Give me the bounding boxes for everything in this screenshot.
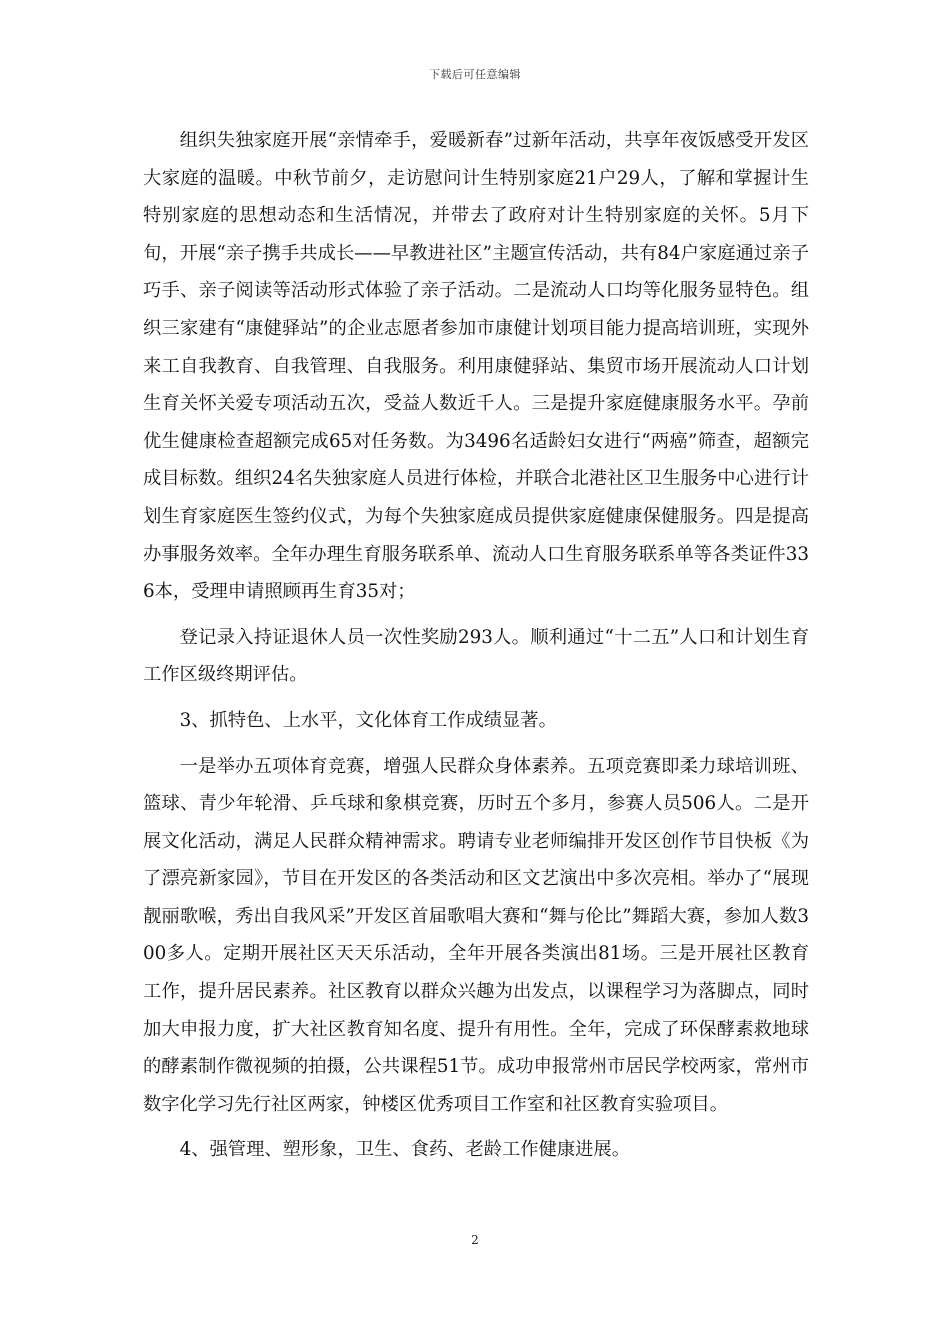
- section-heading-culture-sports: 3、抓特色、上水平，文化体育工作成绩显著。: [179, 709, 557, 731]
- paragraph-retirement-rewards: 登记录入持证退休人员一次性奖励293人。顺利通过“十二五”人口和计划生育工作区级终期评估。: [143, 626, 809, 686]
- paragraph-culture-sports: 一是举办五项体育竞赛，增强人民群众身体素养。五项竞赛即柔力球培训班、篮球、青少年轮滑、乒乓球和象棋竞赛，历时五个多月，参赛人员506人。二是开展文化活动，满足人民群众精神需求。聘请专业老师编排开发区创作节目快板《为了漂亮新家园》，节目在开发区的各类活动和区文艺演出中多次亮相。举办了“展现靓丽歌喉，秀出自我风采”开发区首届歌唱大赛和“舞与伦比”舞蹈大赛，参加人数300多人。定期开展社区天天乐活动，全年开展各类演出81场。三是开展社区教育工作，提升居民素养。社区教育以群众兴趣为出发点，以课程学习为落脚点，同时加大申报力度，扩大社区教育知名度、提升有用性。全年，完成了环保酵素救地球的酵素制作微视频的拍摄，公共课程51节。成功申报常州市居民学校两家，常州市数字化学习先行社区两家，钟楼区优秀项目工作室和社区教育实验项目。: [143, 755, 809, 1115]
- page-number: 2: [471, 1233, 479, 1247]
- paragraph-family-services: 组织失独家庭开展“亲情牵手，爱暖新春”过新年活动，共享年夜饭感受开发区大家庭的温暖。中秋节前夕，走访慰问计生特别家庭21户29人，了解和掌握计生特别家庭的思想动态和生活情况，并带去了政府对计生特别家庭的关怀。5月下旬，开展“亲子携手共成长——早教进社区”主题宣传活动，共有84户家庭通过亲子巧手、亲子阅读等活动形式体验了亲子活动。二是流动人口均等化服务显特色。组织三家建有“康健驿站”的企业志愿者参加市康健计划项目能力提高培训班，实现外来工自我教育、自我管理、自我服务。利用康健驿站、集贸市场开展流动人口计划生育关怀关爱专项活动五次，受益人数近千人。三是提升家庭健康服务水平。孕前优生健康检查超额完成65对任务数。为3496名适龄妇女进行“两癌”筛查，超额完成目标数。组织24名失独家庭人员进行体检，并联合北港社区卫生服务中心进行计划生育家庭医生签约仪式，为每个失独家庭成员提供家庭健康保健服务。四是提高办事服务效率。全年办理生育服务联系单、流动人口生育服务联系单等各类证件336本，受理申请照顾再生育35对；: [143, 130, 809, 603]
- section-heading-management: 4、强管理、塑形象，卫生、食药、老龄工作健康进展。: [179, 1139, 630, 1161]
- document-body: [143, 122, 809, 1169]
- page-header: 下载后可任意编辑: [429, 68, 521, 81]
